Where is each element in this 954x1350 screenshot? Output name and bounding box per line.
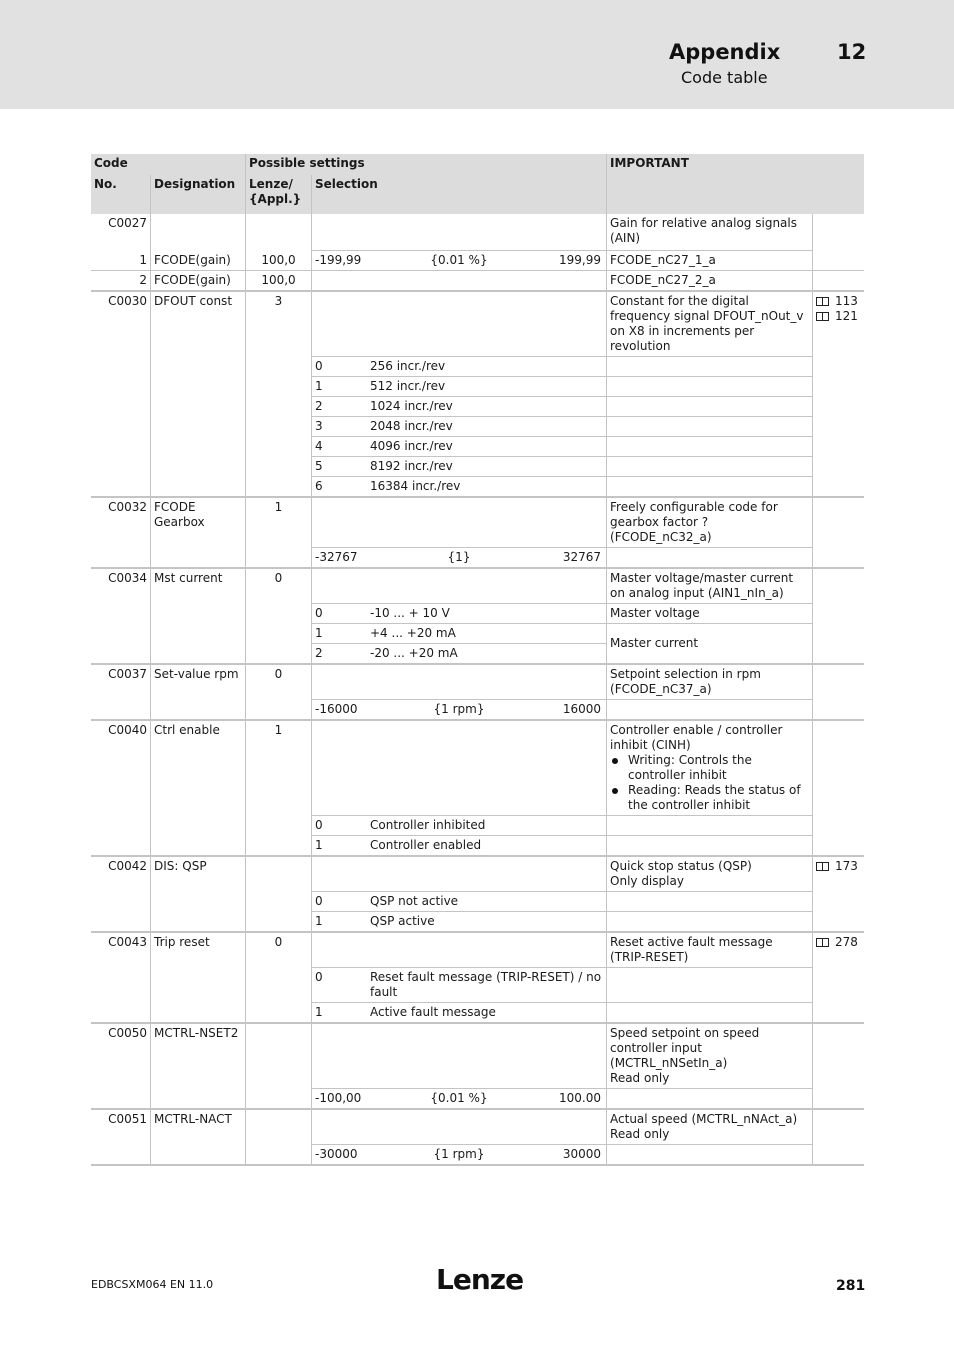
code-number: C0043 [91, 933, 151, 1024]
designation: MCTRL-NSET2 [151, 1024, 246, 1110]
option-text: -20 ... +20 mA [370, 646, 458, 660]
important-text [607, 721, 813, 816]
chapter-title: Appendix [669, 40, 781, 64]
range-max: 199,99 [559, 253, 602, 267]
option-text: -10 ... + 10 V [370, 606, 450, 620]
designation: DFOUT const [151, 292, 246, 498]
header-code: Code [91, 154, 246, 175]
designation: FCODE Gearbox [151, 498, 246, 569]
table-row [91, 214, 864, 251]
table-row [91, 933, 864, 968]
book-icon [816, 938, 829, 947]
header-band [0, 0, 954, 109]
important-text: FCODE_nC27_2_a [607, 271, 813, 292]
option-value: 0 [315, 970, 323, 984]
important-text: Constant for the digital frequency signal DFOUT_nOut_v on X8 in increments per revolution [607, 292, 813, 357]
option-text: Reset fault message (TRIP-RESET) / no fault [370, 970, 602, 999]
option-value: 1 [315, 626, 323, 640]
option-value: 1 [315, 914, 323, 928]
option-text: +4 ... +20 mA [370, 626, 456, 640]
document-id: EDBCSXM064 EN 11.0 [91, 1278, 214, 1291]
option-value: 1 [315, 838, 323, 852]
designation: FCODE(gain) [151, 251, 246, 271]
code-number: C0030 [91, 292, 151, 498]
value-range [312, 700, 607, 721]
option-value: 5 [315, 459, 323, 473]
bullet-item: Reading: Reads the status of the controller inhibit [610, 783, 809, 813]
code-number: C0037 [91, 665, 151, 721]
option-text: QSP not active [370, 894, 459, 908]
range-min: -199,99 [315, 253, 362, 267]
option-text: 16384 incr./rev [370, 479, 461, 493]
code-number: C0051 [91, 1110, 151, 1166]
bullet-item: Writing: Controls the controller inhibit [610, 753, 809, 783]
important-text: Master current [607, 624, 813, 665]
reference-page[interactable]: 278 [835, 935, 858, 949]
lenze-default: 1 [246, 721, 312, 857]
table-row [91, 498, 864, 548]
table-row [91, 271, 864, 292]
range-min: -32767 [315, 550, 358, 564]
important-text: Master voltage/master current on analog input (AIN1_nIn_a) [607, 569, 813, 604]
important-text: Actual speed (MCTRL_nNAct_a) Read only [607, 1110, 813, 1145]
option-value: 1 [315, 1005, 323, 1019]
range-max: 16000 [562, 702, 602, 716]
header-lenze: Lenze/ {Appl.} [246, 175, 312, 214]
option-value: 0 [315, 818, 323, 832]
page-number: 281 [836, 1278, 866, 1294]
range-min: -100,00 [315, 1091, 362, 1105]
lenze-default: 100,0 [246, 251, 312, 271]
option-value: 6 [315, 479, 323, 493]
table-row [91, 857, 864, 892]
reference-page[interactable]: 173 [835, 859, 858, 873]
lenze-default: 0 [246, 933, 312, 1024]
range-unit: {1} [447, 550, 471, 564]
range-max: 30000 [562, 1147, 602, 1161]
lenze-default: 0 [246, 665, 312, 721]
book-icon [816, 312, 829, 321]
range-unit: {0.01 %} [430, 1091, 488, 1105]
table-row [91, 292, 864, 357]
code-number: C0042 [91, 857, 151, 933]
lenze-logo: Lenze [436, 1263, 524, 1296]
bullet-icon [612, 758, 618, 764]
page-reference [813, 292, 864, 498]
option-text: Active fault message [370, 1005, 496, 1019]
book-icon [816, 862, 829, 871]
option-text: 4096 incr./rev [370, 439, 453, 453]
code-number: C0034 [91, 569, 151, 665]
designation: MCTRL-NACT [151, 1110, 246, 1166]
option-text: 8192 incr./rev [370, 459, 453, 473]
lenze-default: 3 [246, 292, 312, 498]
range-min: -16000 [315, 702, 358, 716]
header-important: IMPORTANT [607, 154, 864, 214]
header-selection: Selection [312, 175, 607, 214]
bullet-icon [612, 788, 618, 794]
option-value: 4 [315, 439, 323, 453]
code-number: C0040 [91, 721, 151, 857]
header-designation: Designation [151, 175, 246, 214]
important-text: FCODE_nC27_1_a [607, 251, 813, 271]
option-value: 2 [315, 399, 323, 413]
range-unit: {1 rpm} [433, 1147, 485, 1161]
table-row [91, 721, 864, 816]
option-text: Controller enabled [370, 838, 482, 852]
lenze-default: 1 [246, 498, 312, 569]
important-text: Master voltage [607, 604, 813, 624]
table-header-row [91, 154, 864, 175]
chapter-number: 12 [837, 40, 867, 64]
designation: DIS: QSP [151, 857, 246, 933]
lenze-default: 100,0 [246, 271, 312, 292]
book-icon [816, 297, 829, 306]
designation: Trip reset [151, 933, 246, 1024]
reference-page[interactable]: 113 [835, 294, 858, 308]
range-unit: {0.01 %} [430, 253, 488, 267]
table-row [91, 1110, 864, 1145]
header-possible-settings: Possible settings [246, 154, 607, 175]
option-value: 0 [315, 894, 323, 908]
designation: Ctrl enable [151, 721, 246, 857]
range-max: 100.00 [559, 1091, 602, 1105]
option-value: 0 [315, 606, 323, 620]
code-number: C0027 [91, 214, 151, 251]
table-row [91, 665, 864, 700]
important-text: Setpoint selection in rpm (FCODE_nC37_a) [607, 665, 813, 700]
page-reference [813, 857, 864, 933]
header-no: No. [91, 175, 151, 214]
range-min: -30000 [315, 1147, 358, 1161]
range-unit: {1 rpm} [433, 702, 485, 716]
option-text: Controller inhibited [370, 818, 486, 832]
value-range [312, 548, 607, 569]
option-text: 512 incr./rev [370, 379, 446, 393]
important-text: Quick stop status (QSP) Only display [607, 857, 813, 892]
option-text: QSP active [370, 914, 435, 928]
lenze-default: 0 [246, 569, 312, 665]
important-text: Speed setpoint on speed controller input (MCTRL_nNSetIn_a) Read only [607, 1024, 813, 1089]
designation: FCODE(gain) [151, 271, 246, 292]
value-range [312, 1145, 607, 1166]
option-value: 3 [315, 419, 323, 433]
page-reference [813, 933, 864, 1024]
option-value: 2 [315, 646, 323, 660]
table-row [91, 1024, 864, 1089]
section-subtitle: Code table [681, 68, 768, 87]
subcode-index: 1 [91, 251, 151, 271]
reference-page[interactable]: 121 [835, 309, 858, 323]
code-number: C0032 [91, 498, 151, 569]
code-table [91, 154, 864, 1166]
value-range [312, 1089, 607, 1110]
important-text: Reset active fault message (TRIP-RESET) [607, 933, 813, 968]
option-value: 1 [315, 379, 323, 393]
subcode-index: 2 [91, 271, 151, 292]
option-value: 0 [315, 359, 323, 373]
option-text: 2048 incr./rev [370, 419, 453, 433]
designation: Set-value rpm [151, 665, 246, 721]
range-max: 32767 [562, 550, 602, 564]
code-number: C0050 [91, 1024, 151, 1110]
table-row [91, 569, 864, 604]
important-text: Freely configurable code for gearbox factor ? (FCODE_nC32_a) [607, 498, 813, 548]
important-heading: Controller enable / controller inhibit (CINH) [610, 723, 783, 752]
value-range [312, 251, 607, 271]
table-row [91, 251, 864, 271]
option-text: 256 incr./rev [370, 359, 446, 373]
designation: Mst current [151, 569, 246, 665]
important-text: Gain for relative analog signals (AIN) [607, 214, 813, 251]
option-text: 1024 incr./rev [370, 399, 453, 413]
